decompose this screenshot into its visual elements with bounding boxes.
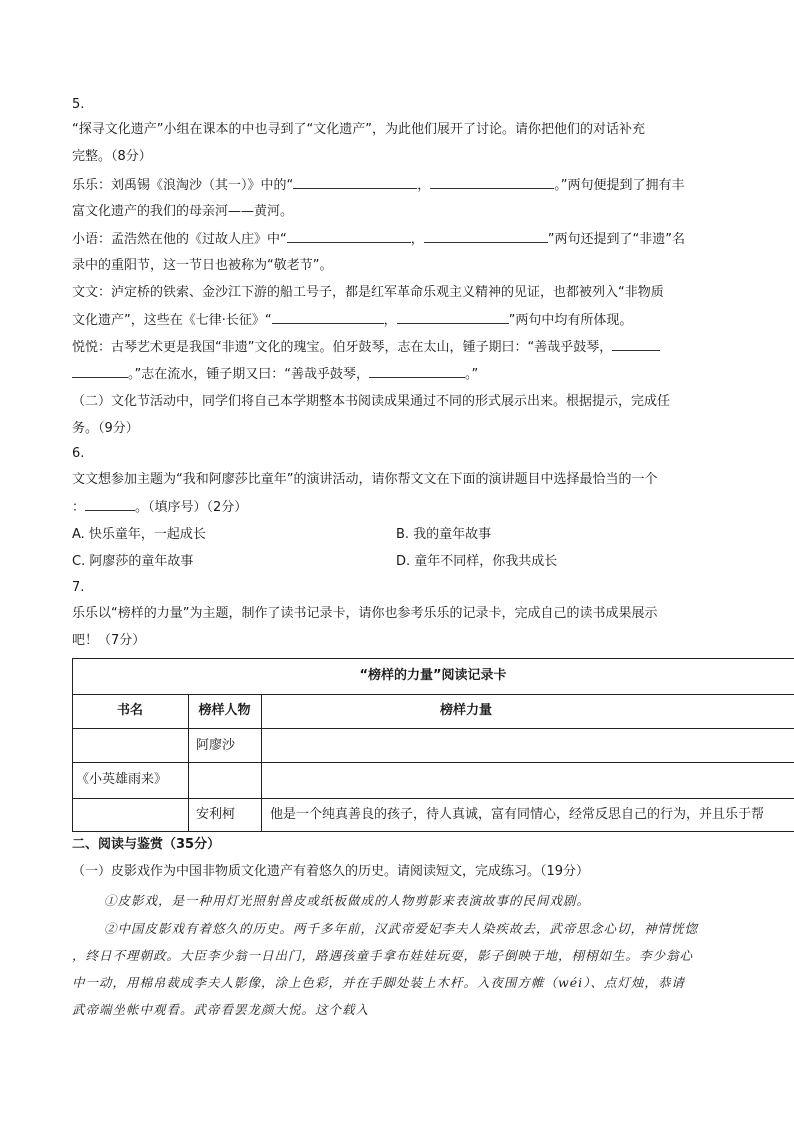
table-rule [72,728,794,729]
question-6-line-1: 文文想参加主题为“我和阿廖莎比童年”的演讲活动，请你帮文文在下面的演讲题目中选择最恰当的一个 [72,472,658,487]
question-7-number: 7. [72,580,85,595]
table-rule [72,694,794,695]
xiaoyu-text-c: ”两句还提到了“非遗”名 [547,232,685,247]
option-a[interactable]: A. 快乐童年，一起成长 [72,527,206,542]
question-5-intro-line-1: “探寻文化遗产”小组在课本的中也寻到了“文化遗产”，为此他们展开了讨论。请你把他们的对话补充 [72,122,645,137]
section-2-heading: 二、阅读与鉴赏（35分） [72,837,221,852]
yueyue-text-1: 悦悦：古琴艺术更是我国“非遗”文化的瑰宝。伯牙鼓琴，志在太山，锺子期曰：“善哉乎鼓琴， [72,340,613,355]
answer-blank[interactable] [287,230,411,243]
lele-text-c: 。”两句便提到了拥有丰 [554,178,685,193]
answer-blank[interactable] [430,176,554,189]
question-5-intro-line-2: 完整。（8分） [72,149,152,164]
answer-blank[interactable] [369,365,465,378]
part-2-line-2: 务。（9分） [72,421,139,436]
yueyue-text-2b: 。” [464,367,479,382]
table-rule [72,831,794,832]
answer-blank[interactable] [397,311,509,324]
wenwen-text-b: ， [383,313,397,328]
yueyue-line-2 [72,365,478,384]
lele-text-b: ， [417,178,431,193]
passage-paragraph-2-line-1: ②中国皮影戏有着悠久的历史。两千多年前，汉武帝爱妃李夫人染疾故去，武帝思念心切，神情恍惚 [104,921,699,936]
xiaoyu-line-2: 录中的重阳节，这一节日也被称为“敬老节”。 [72,258,333,273]
wenwen-line-2 [72,311,632,330]
passage-paragraph-2-line-3: 中一动，用棉帛裁成李夫人影像，涂上色彩，并在手脚处装上木杆。入夜围方帷（wéi）、点灯烛，恭请 [72,975,685,990]
xiaoyu-line-1 [72,230,685,249]
wenwen-text-a: 文化遗产”，这些在《七律·长征》“ [72,313,272,328]
header-role-model-power: 榜样力量 [439,703,492,718]
xiaoyu-text-b: ， [410,232,424,247]
row-1-person: 阿廖沙 [196,738,236,753]
reading-record-table [72,658,794,832]
question-7-line-1: 乐乐以“榜样的力量”为主题，制作了读书记录卡，请你也参考乐乐的记录卡，完成自己的读书成果展示 [72,606,658,621]
question-6-text-b: 。（填序号）（2分） [135,500,248,515]
answer-blank[interactable] [72,365,128,378]
passage-paragraph-2-line-4: 武帝端坐帐中观看。武帝看罢龙颜大悦。这个载入 [72,1002,370,1017]
answer-blank[interactable] [272,311,384,324]
question-5-number: 5. [72,97,85,112]
answer-blank[interactable] [612,338,660,351]
option-c[interactable]: C. 阿廖莎的童年故事 [72,554,194,569]
xiaoyu-text-a: 小语：孟浩然在他的《过故人庄》中“ [72,232,287,247]
passage-paragraph-2-line-2: ，终日不理朝政。大臣李少翁一日出门，路遇孩童手拿布娃娃玩耍，影子倒映于地，栩栩如生。李少翁心 [72,948,694,963]
answer-blank[interactable] [85,498,135,511]
question-6-number: 6. [72,446,85,461]
row-3-person: 安利柯 [196,807,236,822]
table-title: “榜样的力量”阅读记录卡 [359,668,507,683]
answer-blank[interactable] [424,230,548,243]
header-role-model: 榜样人物 [198,703,251,718]
lele-line-2: 富文化遗产的我们的母亲河——黄河。 [72,204,294,219]
yueyue-line-1 [72,338,660,357]
question-7-line-2: 吧！（7分） [72,633,146,648]
wenwen-line-1: 文文：泸定桥的铁索、金沙江下游的船工号子，都是红军革命乐观主义精神的见证，也都被列入“非物质 [72,285,664,300]
part-2-line-1: （二）文化节活动中，同学们将自己本学期整本书阅读成果通过不同的形式展示出来。根据提示，完成任 [72,394,671,409]
yueyue-text-2a: 。”志在流水，锺子期又曰：“善哉乎鼓琴， [128,367,369,382]
question-6-line-2 [72,498,247,517]
option-d[interactable]: D. 童年不同样，你我共成长 [396,554,558,569]
wenwen-text-c: ”两句中均有所体现。 [508,313,633,328]
section-2-subtitle: （一）皮影戏作为中国非物质文化遗产有着悠久的历史。请阅读短文，完成练习。（19分） [72,864,590,879]
table-rule [72,762,794,763]
table-rule [72,798,794,799]
question-6-text-a: ： [72,500,86,515]
lele-line-1 [72,176,685,195]
answer-blank[interactable] [293,176,417,189]
header-book-title: 书名 [116,703,143,718]
option-b[interactable]: B. 我的童年故事 [396,527,492,542]
row-2-book: 《小英雄雨来》 [76,772,168,787]
table-rule [72,658,794,659]
passage-paragraph-1: ①皮影戏，是一种用灯光照射兽皮或纸板做成的人物剪影来表演故事的民间戏剧。 [104,893,591,908]
row-3-power: 他是一个纯真善良的孩子，待人真诚，富有同情心，经常反思自己的行为，并且乐于帮 [270,807,765,822]
lele-text-a: 乐乐：刘禹锡《浪淘沙（其一）》中的“ [72,178,294,193]
